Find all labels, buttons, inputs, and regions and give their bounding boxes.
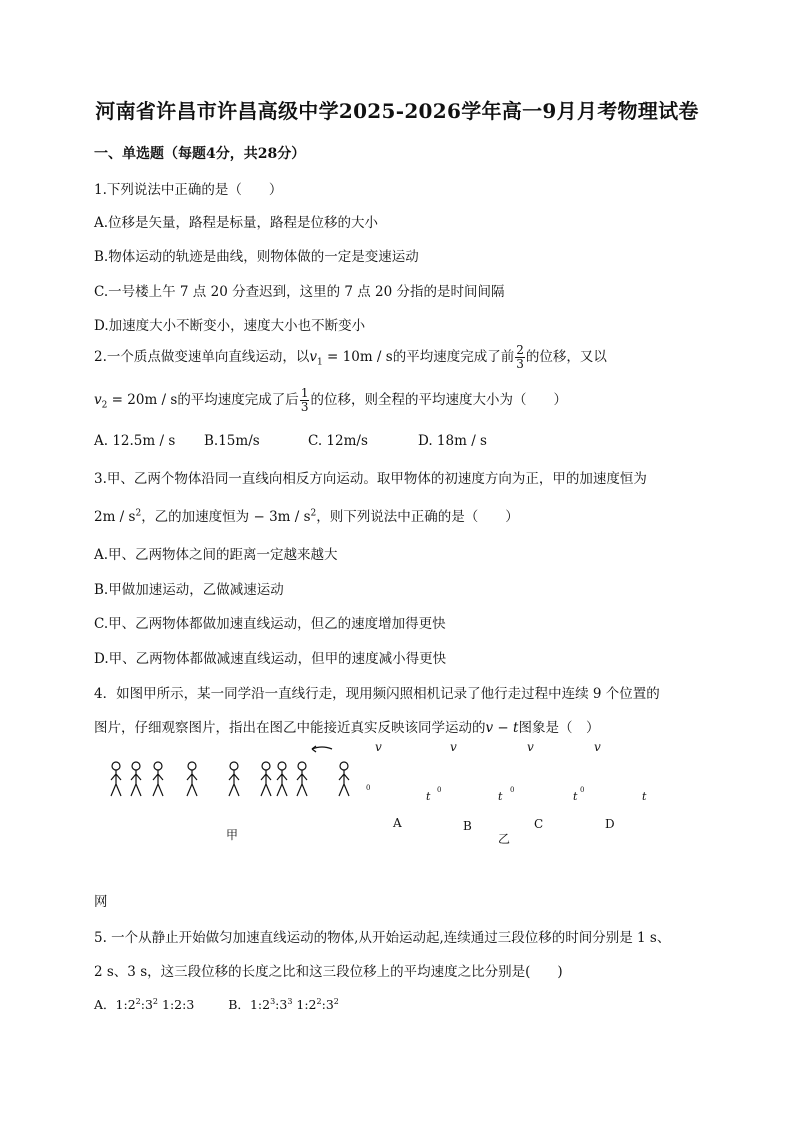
q2-text: 的平均速度完成了前: [392, 349, 515, 365]
walker-figure: [131, 762, 141, 796]
graph-a-origin: 0: [366, 784, 371, 792]
q2-v2-value: = 20m / s: [107, 392, 178, 408]
q3-stem-line2: [94, 505, 519, 525]
graph-b-label: B: [463, 819, 472, 833]
walker-figure: [111, 762, 121, 796]
q3-text: ，则下列说法中正确的是（ ）: [316, 509, 519, 525]
q3-sup: 2: [310, 508, 317, 519]
page-title: 河南省许昌市许昌高级中学2025-2026学年高一9月月考物理试卷: [95, 99, 699, 123]
q1-option-d: D.加速度大小不断变小，速度大小也不断变小: [94, 318, 366, 334]
q5-text: 1:2:3: [158, 997, 195, 1012]
q2-option-c: C. 12m/s: [308, 433, 368, 449]
graph-d-origin: 0: [580, 786, 585, 794]
q5-stem-line2: 2 s、3 s，这三段位移的长度之比和这三段位移上的平均速度之比分别是( ): [94, 964, 563, 980]
graph-b-origin: 0: [437, 786, 442, 794]
q5-sup: 2: [316, 996, 322, 1006]
q3-text: 2m / s: [94, 509, 136, 525]
q4-vt-math: v − t: [485, 720, 519, 736]
q2-option-a: A. 12.5m / s: [94, 433, 176, 449]
figure-jia-label: 甲: [226, 828, 239, 842]
figure-jia-walkers: [100, 742, 370, 812]
graph-b-t-label: t: [498, 790, 503, 803]
q1-option-c: C.一号楼上午 7 点 20 分查迟到，这里的 7 点 20 分指的是时间间隔: [94, 284, 505, 300]
q3-stem-line1: 3.甲、乙两个物体沿同一直线向相反方向运动。取甲物体的初速度方向为正，甲的加速度恒为: [94, 471, 647, 487]
q5-sup: 3: [270, 996, 276, 1006]
stray-char: 网: [94, 894, 108, 910]
q4-stem-line2: [94, 716, 599, 736]
walker-figure: [297, 762, 307, 796]
q2-text: 的位移，又以: [525, 349, 607, 365]
walker-figure: [261, 762, 271, 796]
graph-d-v-label: v: [594, 740, 601, 754]
q5-text: 1:2: [249, 997, 271, 1012]
q2-v1-sub: 1: [317, 357, 323, 368]
q1-option-a: A.位移是矢量，路程是标量，路程是位移的大小: [94, 215, 379, 231]
q2-stem-line2: [94, 385, 567, 421]
q5-sup: 2: [152, 996, 159, 1006]
graph-c-origin: 0: [510, 786, 515, 794]
q2-v1: v: [309, 349, 318, 365]
q1-stem: 1.下列说法中正确的是（ ）: [94, 182, 283, 198]
section-heading: 一、单选题（每题4分，共28分）: [94, 146, 306, 162]
graph-a-v-label: v: [375, 740, 382, 754]
q2-v2: v: [94, 392, 102, 408]
q2-option-d: D. 18m / s: [418, 433, 487, 449]
q2-text: 的位移，则全程的平均速度大小为（ ）: [310, 392, 567, 408]
graph-b-v-label: v: [450, 740, 457, 754]
q2-v2-sub: 2: [101, 400, 108, 411]
walker-figure: [277, 762, 287, 796]
graph-d-label: D: [605, 817, 615, 831]
q2-fraction-one-third: $\frac{1}{3}$: [300, 386, 309, 414]
q4-stem-line1: 4．如图甲所示，某一同学沿一直线行走，现用频闪照相机记录了他行走过程中连续 9 个位置的: [94, 686, 660, 702]
graph-a-t-label: t: [426, 790, 431, 803]
q5-option-a-label: A．: [94, 997, 116, 1012]
q3-option-a: A.甲、乙两物体之间的距离一定越来越大: [94, 547, 338, 563]
walker-figure: [187, 762, 197, 796]
q5-sup: 3: [287, 996, 293, 1006]
q4-text: 图象是（ ）: [518, 720, 600, 736]
q2-text: 2.一个质点做变速单向直线运动，以: [94, 349, 310, 365]
q3-option-b: B.甲做加速运动，乙做减速运动: [94, 582, 284, 598]
q2-fraction-two-thirds: $\frac{2}{3}$: [516, 343, 524, 371]
q5-text: :3: [275, 997, 288, 1012]
q5-text: :3: [321, 997, 334, 1012]
q2-v1-value: = 10m / s: [322, 349, 393, 365]
q3-sup: 2: [135, 508, 142, 519]
q5-option-b-label: B．: [228, 997, 250, 1012]
arrow-head: [312, 746, 316, 752]
q2-option-b: B.15m/s: [204, 433, 260, 449]
q5-text: 1:2: [292, 997, 317, 1012]
q2-stem-line1: [94, 342, 607, 378]
q1-option-b: B.物体运动的轨迹是曲线，则物体做的一定是变速运动: [94, 249, 419, 265]
q3-text: ，乙的加速度恒为 − 3m / s: [141, 509, 311, 525]
q4-text: 图片，仔细观察图片，指出在图乙中能接近真实反映该同学运动的: [94, 720, 486, 736]
walker-figure: [229, 762, 239, 796]
graph-c-t-label: t: [573, 790, 578, 803]
q5-sup: 2: [333, 996, 339, 1006]
q5-options: [94, 995, 339, 1013]
q5-stem-line1: 5. 一个从静止开始做匀加速直线运动的物体,从开始运动起,连续通过三段位移的时间分别是 1 s、: [94, 930, 671, 946]
q5-text: :3: [140, 997, 153, 1012]
walker-figure: [339, 762, 349, 796]
graph-a-label: A: [393, 816, 402, 830]
q3-option-c: C.甲、乙两物体都做加速直线运动，但乙的速度增加得更快: [94, 616, 446, 632]
walker-figure: [153, 762, 163, 796]
q2-text: 的平均速度完成了后: [177, 392, 299, 408]
graph-d-t-label: t: [642, 790, 647, 803]
figure-yi-label: 乙: [498, 832, 511, 846]
graph-c-v-label: v: [527, 740, 534, 754]
graph-c-label: C: [534, 817, 544, 831]
q5-text: 1:2: [115, 997, 136, 1012]
q3-option-d: D.甲、乙两物体都做减速直线运动，但甲的速度减小得更快: [94, 651, 447, 667]
q5-sup: 2: [135, 996, 141, 1006]
